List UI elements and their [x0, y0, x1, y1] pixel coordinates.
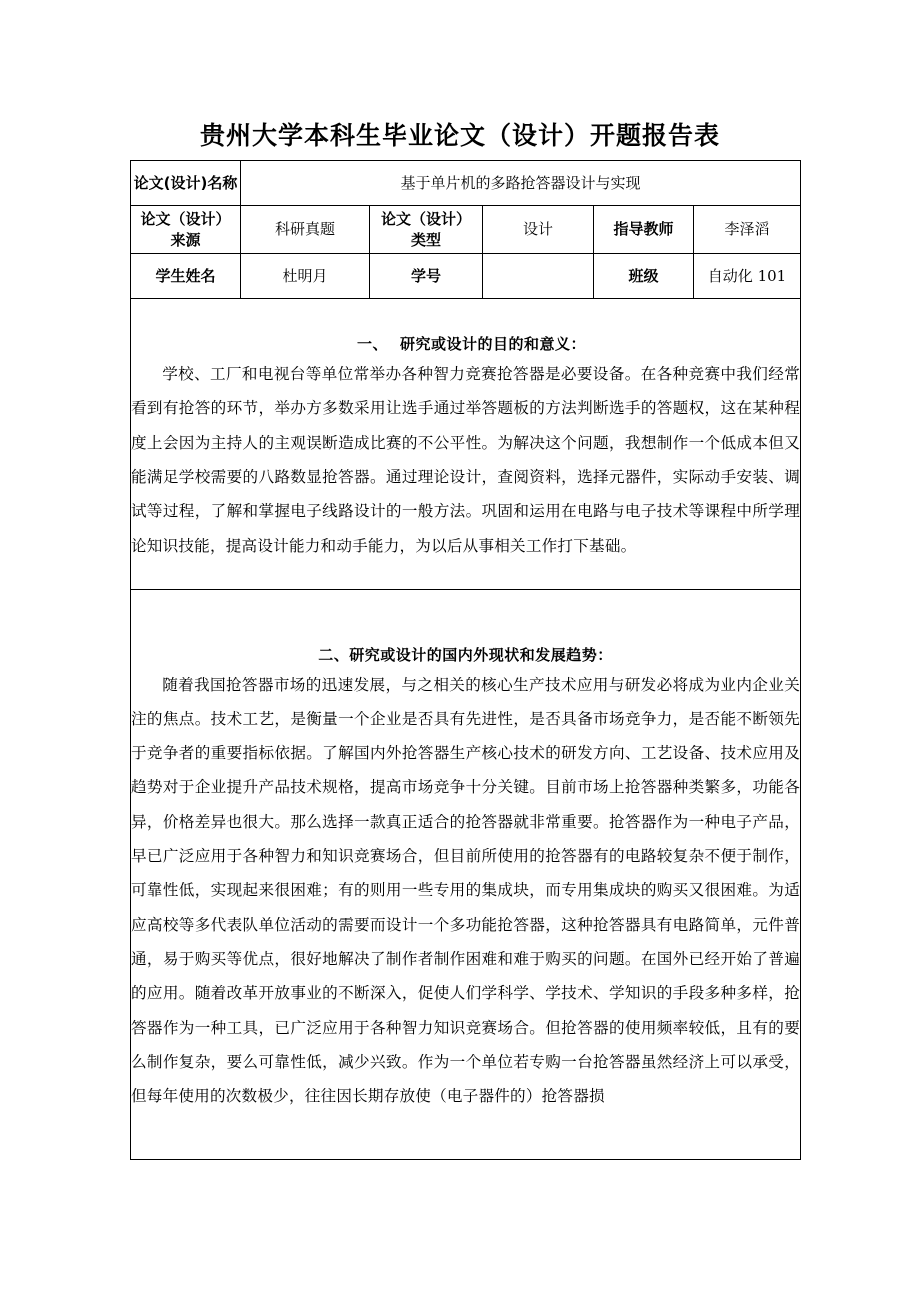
section-2-number: 二、 [318, 645, 350, 664]
student-id-label: 学号 [370, 254, 483, 299]
section-2-title: 研究或设计的国内外现状和发展趋势： [349, 645, 613, 664]
section-1-number: 一、 [356, 335, 388, 354]
section-status [131, 590, 801, 1160]
section-2-heading [131, 642, 800, 668]
topic-row [131, 161, 801, 206]
type-label-line2: 类型 [410, 230, 441, 249]
type-value: 设计 [483, 206, 594, 254]
advisor-value: 李泽滔 [694, 206, 801, 254]
source-label-line2: 来源 [170, 230, 201, 249]
student-name-label: 学生姓名 [131, 254, 241, 299]
section-2-body: 随着我国抢答器市场的迅速发展，与之相关的核心生产技术应用与研发必将成为业内企业关注的焦点。技术工艺，是衡量一个企业是否具有先进性，是否具备市场竞争力，是否能不断领先于竞争者的重要指标依据。了解国内外抢答器生产核心技术的研发方向、工艺设备、技术应用及趋势对于企业提升产品技术规格，提高市场竞争十分关键。目前市场上抢答器种类繁多，功能各异，价格差异也很大。那么选择一款真正适合的抢答器就非常重要。抢答器作为一种电子产品，早已广泛应用于各种智力和知识竞赛场合，但目前所使用的抢答器有的电路较复杂不便于制作，可靠性低，实现起来很困难；有的则用一些专用的集成块，而专用集成块的购买又很困难。为适应高校等多代表队单位活动的需要而设计一个多功能抢答器，这种抢答器具有电路简单，元件普通，易于购买等优点，很好地解决了制作者制作困难和难于购买的问题。在国外已经开始了普遍的应用。随着改革开放事业的不断深入，促使人们学科学、学技术、学知识的手段多种多样，抢答器作为一种工具，已广泛应用于各种智力知识竞赛场合。但抢答器的使用频率较低，且有的要么制作复杂，要么可靠性低，减少兴致。作为一个单位若专购一台抢答器虽然经济上可以承受，但每年使用的次数极少，往往因长期存放使（电子器件的）抢答器损 [131, 675, 800, 1106]
section-2-row [131, 590, 801, 1160]
student-id-value [483, 254, 594, 299]
proposal-form-table [130, 160, 801, 1160]
student-row [131, 254, 801, 299]
topic-label: 论文(设计)名称 [131, 161, 241, 206]
document-title: 贵州大学本科生毕业论文（设计）开题报告表 [199, 121, 720, 150]
class-value: 自动化 101 [694, 254, 801, 299]
type-label [370, 206, 483, 254]
advisor-label: 指导教师 [594, 206, 694, 254]
source-value: 科研真题 [241, 206, 370, 254]
section-1-row [131, 299, 801, 590]
student-name-value: 杜明月 [241, 254, 370, 299]
class-label: 班级 [594, 254, 694, 299]
section-1-title: 研究或设计的目的和意义： [399, 335, 586, 354]
section-purpose [131, 299, 801, 590]
section-1-heading [131, 331, 800, 357]
section-1-body: 学校、工厂和电视台等单位常举办各种智力竞赛抢答器是必要设备。在各种竞赛中我们经常看到有抢答的环节，举办方多数采用让选手通过举答题板的方法判断选手的答题权，这在某种程度上会因为主持人的主观误断造成比赛的不公平性。为解决这个问题，我想制作一个低成本但又能满足学校需要的八路数显抢答器。通过理论设计，查阅资料，选择元器件，实际动手安装、调试等过程，了解和掌握电子线路设计的一般方法。巩固和运用在电路与电子技术等课程中所学理论知识技能，提高设计能力和动手能力，为以后从事相关工作打下基础。 [131, 365, 800, 555]
topic-value: 基于单片机的多路抢答器设计与实现 [241, 161, 801, 206]
source-label [131, 206, 241, 254]
source-label-line1: 论文（设计） [140, 209, 231, 228]
type-label-line1: 论文（设计） [380, 209, 471, 228]
source-row [131, 206, 801, 254]
